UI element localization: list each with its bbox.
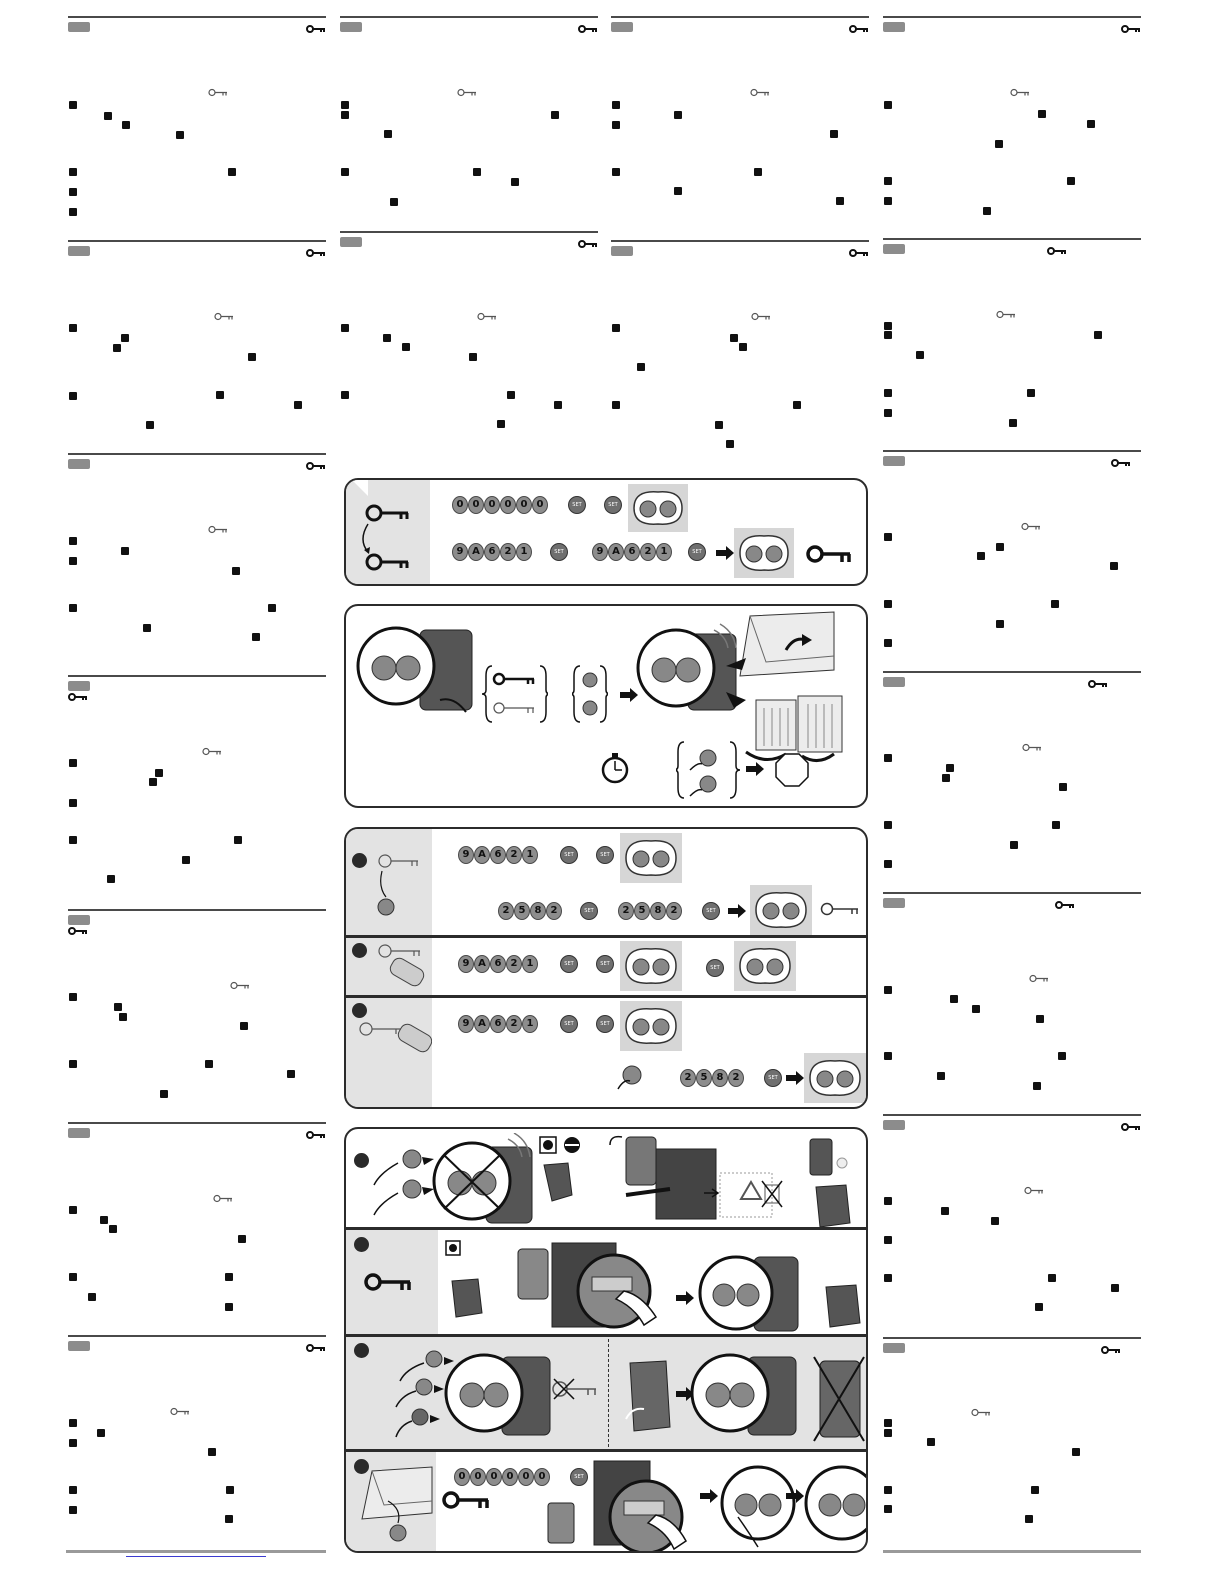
arrow-right-icon	[676, 1291, 694, 1305]
garage-door-button-icon	[358, 1465, 436, 1545]
bullet-marker	[1059, 783, 1067, 791]
step-number-badge	[352, 943, 367, 958]
set-button: SET	[596, 846, 614, 864]
bullet-marker	[1110, 562, 1118, 570]
bullet-marker	[69, 168, 77, 176]
key-outline-icon	[751, 312, 771, 321]
arrow-right-icon	[786, 1071, 804, 1085]
key-icon	[306, 25, 326, 33]
bullet-marker	[69, 392, 77, 400]
bullet-marker	[1038, 110, 1046, 118]
bullet-marker	[88, 1293, 96, 1301]
bullet-marker	[884, 389, 892, 397]
bullet-marker	[252, 633, 260, 641]
footer-link-underline	[126, 1556, 266, 1557]
bullet-marker	[97, 1429, 105, 1437]
bullet-marker	[69, 1486, 77, 1494]
bullet-marker	[884, 1274, 892, 1282]
key-outline-icon	[477, 312, 497, 321]
bullet-marker	[1009, 419, 1017, 427]
bullet-marker	[1067, 177, 1075, 185]
figure-panel-change-code: 0 0 0 0 0 0 SET SET 9 A 6 2 1 SET 9 A 6 2 1 SET	[344, 478, 868, 586]
set-button: SET	[560, 1015, 578, 1033]
section-tag	[340, 22, 362, 32]
indicator-lights	[734, 941, 796, 991]
set-button: SET	[604, 496, 622, 514]
garage-door-icon	[726, 606, 836, 694]
set-button: SET	[550, 543, 568, 561]
bullet-marker	[294, 401, 302, 409]
bullet-marker	[122, 121, 130, 129]
bullet-marker	[225, 1515, 233, 1523]
bullet-marker	[715, 421, 723, 429]
bullet-marker	[739, 343, 747, 351]
key-icon	[1121, 25, 1141, 33]
bullet-marker	[1027, 389, 1035, 397]
key-icon	[806, 544, 852, 564]
key-outline-icon	[1021, 522, 1041, 531]
bullet-marker	[884, 1429, 892, 1437]
bullet-marker	[469, 353, 477, 361]
bullet-marker	[996, 620, 1004, 628]
bullet-marker	[113, 344, 121, 352]
key-icon	[306, 249, 326, 257]
bullet-marker	[754, 168, 762, 176]
key-icon	[1121, 1123, 1141, 1131]
bullet-marker	[1058, 1052, 1066, 1060]
section-tag	[68, 1341, 90, 1351]
bullet-marker	[996, 543, 1004, 551]
section-tag	[611, 22, 633, 32]
bullet-marker	[69, 1060, 77, 1068]
bullet-marker	[216, 391, 224, 399]
bullet-marker	[226, 1486, 234, 1494]
key-icon	[364, 1271, 412, 1293]
set-button: SET	[688, 543, 706, 561]
bullet-marker	[69, 101, 77, 109]
bin-crossed-icon	[760, 1179, 786, 1209]
bullet-marker	[69, 324, 77, 332]
bullet-marker	[612, 401, 620, 409]
indicator-lights-flashing	[620, 941, 682, 991]
bullet-marker	[384, 130, 392, 138]
set-button: SET	[596, 955, 614, 973]
remote-signal-illustration	[636, 622, 740, 718]
footer-rule	[883, 1550, 1141, 1553]
key-icon	[1047, 247, 1067, 255]
bullet-marker	[69, 537, 77, 545]
indicator-lights-press	[718, 1459, 798, 1549]
key-outline-icon	[820, 901, 860, 917]
key-outline-icon	[1029, 974, 1049, 983]
bullet-marker	[884, 409, 892, 417]
bullet-marker	[1025, 1515, 1033, 1523]
bullet-marker	[884, 1419, 892, 1427]
set-button: SET	[580, 902, 598, 920]
bullet-marker	[884, 331, 892, 339]
indicator-lights-flashing	[620, 1001, 682, 1051]
bullet-marker	[341, 168, 349, 176]
battery-replace-illustration	[608, 1131, 778, 1225]
bullet-marker	[1035, 1303, 1043, 1311]
button-choice-group	[572, 662, 608, 726]
bullet-marker	[972, 1005, 980, 1013]
bullet-marker	[551, 111, 559, 119]
bullet-marker	[946, 764, 954, 772]
bullet-marker	[69, 836, 77, 844]
step-number-badge	[352, 853, 367, 868]
key-outline-icon	[213, 1194, 233, 1203]
section-tag	[68, 22, 90, 32]
key-icon	[306, 462, 326, 470]
keypad-press-illustration	[356, 620, 478, 720]
set-button: SET	[560, 955, 578, 973]
bullet-marker	[1111, 1284, 1119, 1292]
bullet-marker	[1051, 600, 1059, 608]
bullet-marker	[793, 401, 801, 409]
key-icon	[1088, 680, 1108, 688]
bullet-marker	[991, 1217, 999, 1225]
key-icon	[306, 1344, 326, 1352]
bullet-marker	[1052, 821, 1060, 829]
section-tag	[68, 1128, 90, 1138]
bullet-marker	[1010, 841, 1018, 849]
key-icon	[578, 25, 598, 33]
bullet-marker	[69, 1419, 77, 1427]
bullet-marker	[473, 168, 481, 176]
keypad-closed-illustration	[804, 1137, 866, 1227]
bullet-marker	[884, 177, 892, 185]
bullet-marker	[69, 1506, 77, 1514]
bullet-marker	[69, 1273, 77, 1281]
set-button: SET	[560, 846, 578, 864]
remote-icon	[358, 1015, 432, 1061]
bullet-marker	[674, 187, 682, 195]
bullet-marker	[238, 1235, 246, 1243]
bullet-marker	[143, 624, 151, 632]
bullet-marker	[1094, 331, 1102, 339]
bullet-marker	[511, 178, 519, 186]
bullet-marker	[612, 324, 620, 332]
bullet-marker	[248, 353, 256, 361]
key-outline-icon	[996, 310, 1016, 319]
bullet-marker	[674, 111, 682, 119]
key-icon	[68, 927, 88, 935]
bullet-marker	[182, 856, 190, 864]
section-tag	[883, 1343, 905, 1353]
bullet-marker	[109, 1225, 117, 1233]
section-tag	[883, 898, 905, 908]
key-choice-group	[482, 662, 548, 726]
bullet-marker	[208, 1448, 216, 1456]
bullet-marker	[268, 604, 276, 612]
section-tag	[883, 1120, 905, 1130]
arrow-right-icon	[700, 1489, 718, 1503]
step-number-badge	[354, 1237, 369, 1252]
keypad-low-battery	[430, 1133, 536, 1229]
bullet-marker	[1048, 1274, 1056, 1282]
bullet-marker	[234, 836, 242, 844]
bullet-marker	[341, 324, 349, 332]
bullet-marker	[69, 799, 77, 807]
bullet-marker	[114, 1003, 122, 1011]
bullet-marker	[884, 1236, 892, 1244]
indicator-lights	[802, 1459, 866, 1549]
bullet-marker	[1087, 120, 1095, 128]
bullet-marker	[507, 391, 515, 399]
section-tag	[883, 244, 905, 254]
bullet-marker	[69, 1206, 77, 1214]
footer-rule	[66, 1550, 326, 1553]
set-button: SET	[596, 1015, 614, 1033]
bullet-marker	[884, 197, 892, 205]
bullet-marker	[726, 440, 734, 448]
bullet-marker	[884, 1505, 892, 1513]
arrow-right-icon	[716, 546, 734, 560]
bullet-marker	[884, 1197, 892, 1205]
bullet-marker	[69, 208, 77, 216]
bullet-marker	[612, 101, 620, 109]
key-outline-icon	[457, 88, 477, 97]
two-button-hold-group	[676, 738, 740, 802]
bullet-marker	[225, 1273, 233, 1281]
bullet-marker	[612, 121, 620, 129]
indicator-lights	[750, 885, 812, 935]
bullet-marker	[69, 557, 77, 565]
tools-icons	[538, 1135, 586, 1207]
key-icon	[442, 1489, 490, 1511]
bullet-marker	[228, 168, 236, 176]
section-tag	[883, 677, 905, 687]
bullet-marker	[942, 774, 950, 782]
key-outline-icon	[1024, 1186, 1044, 1195]
bullet-marker	[390, 198, 398, 206]
remote-icon	[376, 943, 432, 993]
keypad-closed-illustration	[820, 1281, 866, 1329]
bullet-marker	[402, 343, 410, 351]
figure-panel-maintenance: 0 0 0 0 0 0 SET	[344, 1127, 868, 1553]
bullet-marker	[176, 131, 184, 139]
bullet-marker	[121, 547, 129, 555]
bullet-marker	[916, 351, 924, 359]
bullet-marker	[884, 821, 892, 829]
key-icon	[849, 249, 869, 257]
section-tag	[68, 915, 90, 925]
bullet-marker	[937, 1072, 945, 1080]
bullet-marker	[1036, 1015, 1044, 1023]
bullet-marker	[149, 778, 157, 786]
key-outline-icon	[170, 1407, 190, 1416]
indicator-lights-flashing	[620, 833, 682, 883]
bullet-marker	[612, 168, 620, 176]
bullet-marker	[884, 860, 892, 868]
bullet-marker	[1072, 1448, 1080, 1456]
bullet-marker	[104, 112, 112, 120]
bullet-marker	[730, 334, 738, 342]
bullet-marker	[884, 101, 892, 109]
figure-panel-operation	[344, 604, 868, 808]
bullet-marker	[240, 1022, 248, 1030]
reset-button-illustration	[444, 1237, 676, 1333]
key-outline-icon	[202, 747, 222, 756]
section-tag	[68, 459, 90, 469]
key-outline-icon	[1010, 88, 1030, 97]
section-tag	[883, 456, 905, 466]
keypad-lights-flashing	[696, 1251, 800, 1333]
bullet-marker	[884, 600, 892, 608]
bullet-marker	[836, 197, 844, 205]
set-button: SET	[706, 959, 724, 977]
arrow-right-icon	[746, 762, 764, 776]
set-button: SET	[764, 1069, 782, 1087]
reset-button-illustration	[546, 1457, 700, 1551]
indicator-lights	[734, 528, 794, 578]
bullet-marker	[69, 993, 77, 1001]
set-button: SET	[702, 902, 720, 920]
bullet-marker	[983, 207, 991, 215]
bullet-marker	[884, 533, 892, 541]
two-buttons-hold	[368, 1145, 438, 1225]
step-number-badge	[354, 1343, 369, 1358]
bullet-marker	[637, 363, 645, 371]
bullet-marker	[69, 604, 77, 612]
bullet-marker	[554, 401, 562, 409]
bullet-marker	[884, 986, 892, 994]
bullet-marker	[205, 1060, 213, 1068]
section-tag	[340, 237, 362, 247]
bullet-marker	[497, 420, 505, 428]
bullet-marker	[69, 759, 77, 767]
bullet-marker	[341, 101, 349, 109]
bullet-marker	[1031, 1486, 1039, 1494]
bullet-marker	[884, 1052, 892, 1060]
bullet-marker	[119, 1013, 127, 1021]
bullet-marker	[884, 1486, 892, 1494]
bullet-marker	[884, 639, 892, 647]
bullet-marker	[341, 111, 349, 119]
bullet-marker	[941, 1207, 949, 1215]
key-icon	[1101, 1346, 1121, 1354]
section-tag	[611, 246, 633, 256]
keypad-crossed-icon	[812, 1355, 866, 1445]
key-outline-icon	[208, 525, 228, 534]
bullet-marker	[927, 1438, 935, 1446]
section-tag	[883, 22, 905, 32]
key-icon	[1055, 901, 1075, 909]
stopwatch-icon	[600, 752, 630, 784]
bullet-marker	[225, 1303, 233, 1311]
bullet-marker	[121, 334, 129, 342]
bullet-marker	[69, 188, 77, 196]
key-icon	[1111, 459, 1131, 467]
bullet-marker	[107, 875, 115, 883]
bullet-marker	[950, 995, 958, 1003]
bullet-marker	[995, 140, 1003, 148]
key-swap-diagram	[346, 480, 430, 584]
bullet-marker	[977, 552, 985, 560]
bullet-marker	[884, 322, 892, 330]
indicator-lights	[804, 1053, 866, 1103]
bullet-marker	[232, 567, 240, 575]
keypad-lights-illustration	[690, 1347, 800, 1443]
bullet-marker	[383, 334, 391, 342]
key-crossed-icon	[550, 1377, 600, 1401]
hand-press-icon	[616, 1061, 646, 1091]
arrow-right-icon	[728, 904, 746, 918]
key-outline-icon	[971, 1408, 991, 1417]
bullet-marker	[100, 1216, 108, 1224]
bullet-marker	[160, 1090, 168, 1098]
set-button: SET	[568, 496, 586, 514]
stop-sign-icon	[774, 752, 810, 788]
key-to-button-diagram	[376, 849, 422, 919]
step-number-badge	[354, 1153, 369, 1168]
bullet-marker	[69, 1439, 77, 1447]
key-icon	[578, 240, 598, 248]
bullet-marker	[884, 754, 892, 762]
key-outline-icon	[750, 88, 770, 97]
keypad-lights-illustration	[444, 1347, 554, 1443]
bullet-marker	[155, 769, 163, 777]
key-outline-icon	[208, 88, 228, 97]
key-outline-icon	[1022, 743, 1042, 752]
keypad-press-icon	[622, 1357, 680, 1437]
set-button: SET	[570, 1468, 588, 1486]
bullet-marker	[341, 391, 349, 399]
indicator-lights-flashing	[628, 484, 688, 532]
section-tag	[68, 246, 90, 256]
figure-panel-programming: 9 A 6 2 1 SET SET 2 5 8 2 SET 2 5 8 2 SET 9 A 6 2 1 SET SET SET 9 A 6 2 1 SET SET 2 5 8 2 SET	[344, 827, 868, 1109]
key-icon	[68, 693, 88, 701]
key-icon	[306, 1131, 326, 1139]
key-outline-icon	[230, 981, 250, 990]
bullet-marker	[830, 130, 838, 138]
key-outline-icon	[214, 312, 234, 321]
section-tag	[68, 681, 90, 691]
bullet-marker	[287, 1070, 295, 1078]
bullet-marker	[1033, 1082, 1041, 1090]
key-icon	[849, 25, 869, 33]
bullet-marker	[146, 421, 154, 429]
